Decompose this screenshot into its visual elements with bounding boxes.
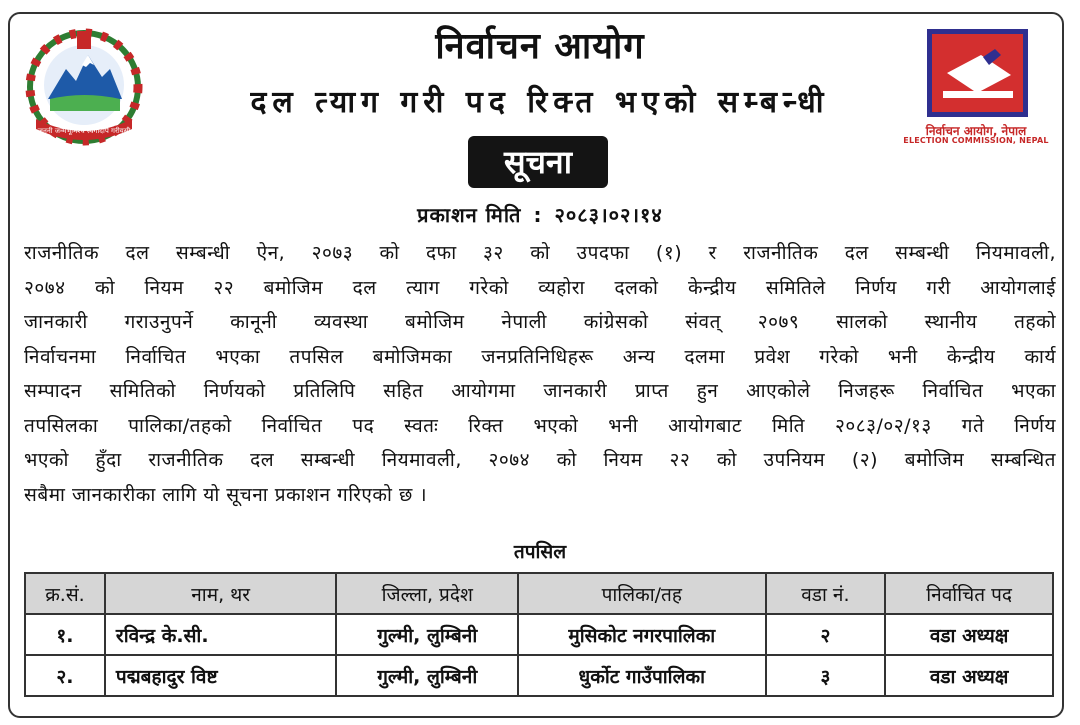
notice-body-line: २०७४ को नियम २२ बमोजिम दल त्याग गरेको व्यहोरा दलको केन्द्रीय समितिले निर्णय गरी आयोगलाई: [24, 276, 1056, 299]
cell-municipality: मुसिकोट नगरपालिका: [518, 614, 765, 655]
cell-serial: १.: [25, 614, 105, 655]
logo-caption-english: ELECTION COMMISSION, NEPAL: [903, 136, 1049, 145]
cell-name: रविन्द्र के.सी.: [105, 614, 337, 655]
emblem-motto-text: जननी जन्मभूमिश्च स्वर्गादपि गरीयसी: [37, 127, 131, 135]
notice-body-line: निर्वाचनमा निर्वाचित भएका तपसिल बमोजिमका जनप्रतिनिधिहरू अन्य दलमा प्रवेश गरेको भनी केन्द्रीय कार्य: [24, 345, 1056, 368]
table-row: [25, 655, 1053, 696]
header-ward: वडा नं.: [766, 573, 886, 614]
header-serial: क्र.सं.: [25, 573, 105, 614]
cell-post: वडा अध्यक्ष: [885, 614, 1053, 655]
header-name: नाम, थर: [105, 573, 337, 614]
logo-caption-nepali: निर्वाचन आयोग, नेपाल: [925, 124, 1027, 138]
notice-body-line: तपसिलका पालिका/तहको निर्वाचित पद स्वतः रिक्त भएको भनी आयोगबाट मिति २०८३/०२/१३ गते निर्णय: [24, 414, 1056, 437]
cell-name: पद्मबहादुर विष्ट: [105, 655, 337, 696]
cell-ward: ३: [766, 655, 886, 696]
cell-district: गुल्मी, लुम्बिनी: [336, 655, 518, 696]
notice-body-line: भएको हुँदा राजनीतिक दल सम्बन्धी नियमावली, २०७४ को नियम २२ को उपनियम (२) बमोजिम सम्बन्धित: [24, 449, 1056, 471]
cell-post: वडा अध्यक्ष: [885, 655, 1053, 696]
notice-body-line: जानकारी गराउनुपर्ने कानूनी व्यवस्था बमोजिम नेपाली कांग्रेसको संवत् २०७९ सालको स्थानीय तहको: [24, 311, 1056, 333]
cell-serial: २.: [25, 655, 105, 696]
publication-date-value: २०८३।०२।१४: [554, 203, 663, 227]
annex-title: तपसिल: [513, 541, 567, 563]
page-title: निर्वाचन आयोग: [435, 26, 645, 67]
publication-date-label: प्रकाशन मिति: [417, 203, 522, 227]
publication-date: [0, 201, 1080, 228]
header-post: निर्वाचित पद: [885, 573, 1053, 614]
page-subtitle: दल त्याग गरी पद रिक्त भएको सम्बन्धी: [250, 85, 830, 120]
table-header-row: [25, 573, 1053, 614]
publication-date-separator: :: [533, 203, 543, 227]
header-district: जिल्ला, प्रदेश: [336, 573, 518, 614]
table-row: [25, 614, 1053, 655]
cell-ward: २: [766, 614, 886, 655]
header-municipality: पालिका/तह: [518, 573, 765, 614]
cell-district: गुल्मी, लुम्बिनी: [336, 614, 518, 655]
notice-label: सूचना: [468, 136, 608, 188]
notice-body-line: सबैमा जानकारीका लागि यो सूचना प्रकाशन गरिएको छ ।: [24, 483, 428, 506]
notice-body-line: राजनीतिक दल सम्बन्धी ऐन, २०७३ को दफा ३२ को उपदफा (१) र राजनीतिक दल सम्बन्धी नियमावली,: [24, 242, 1056, 264]
notice-body-line: सम्पादन समितिको निर्णयको प्रतिलिपि सहित आयोगमा जानकारी प्राप्त हुन आएकोले निजहरू निर्वाचित भएका: [24, 380, 1056, 402]
cell-municipality: धुर्कोट गाउँपालिका: [518, 655, 765, 696]
notice-body: [24, 236, 1056, 512]
annex-table: [24, 572, 1054, 697]
